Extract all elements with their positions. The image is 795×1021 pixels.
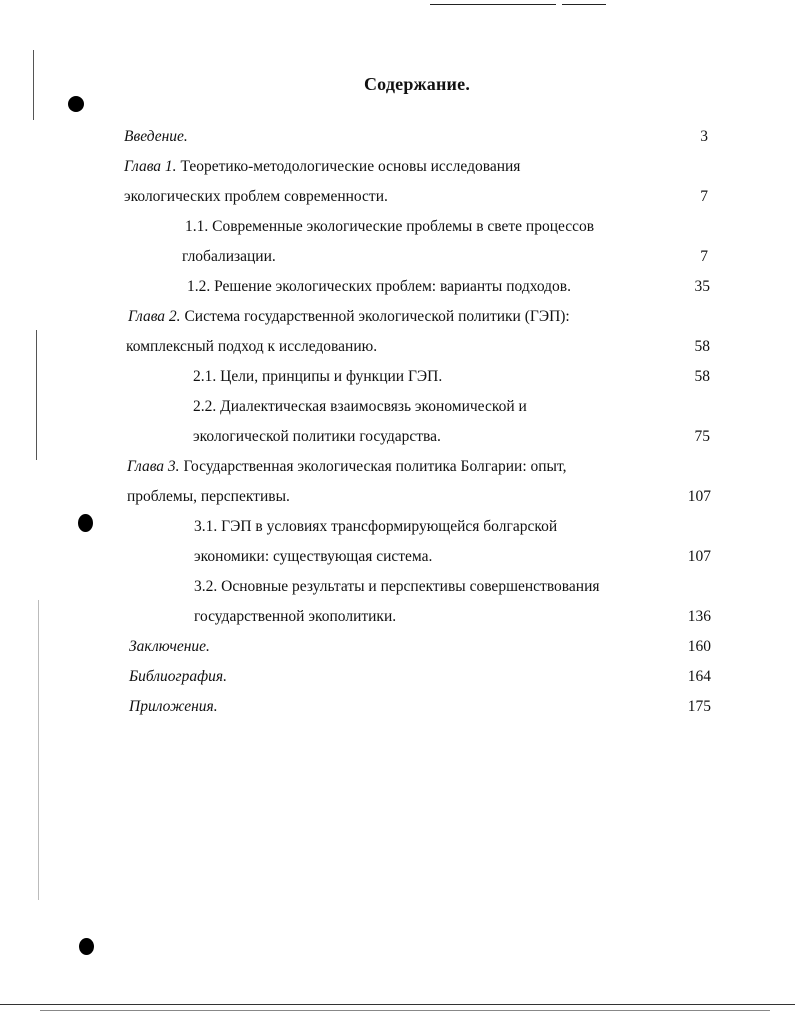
toc-page-number: 107 (687, 488, 711, 505)
toc-page-number: 7 (700, 248, 708, 265)
scan-line (562, 4, 606, 5)
toc-page-number: 35 (694, 278, 710, 295)
toc-entry-section-2-2: 2.2. Диалектическая взаимосвязь экономической и (193, 398, 527, 415)
toc-entry-section-1-1: 1.1. Современные экологические проблемы в свете процессов (185, 218, 595, 235)
toc-entry-bibliography: Библиография. (129, 668, 227, 685)
toc-entry-intro: Введение. (124, 128, 188, 145)
toc-page-number: 3 (700, 128, 708, 145)
toc-page-number: 58 (694, 368, 710, 385)
toc-entry-chapter-1 (124, 157, 520, 177)
toc-entry-section-3-1: 3.1. ГЭП в условиях трансформирующейся болгарской (194, 518, 558, 535)
punch-hole-mark (78, 514, 93, 532)
toc-entry-continuation: проблемы, перспективы. (127, 488, 290, 505)
chapter-label: Глава 3. (127, 458, 180, 475)
chapter-title: Система государственной экологической политики (ГЭП): (184, 308, 570, 325)
scan-line (40, 1010, 770, 1011)
toc-page-number: 136 (687, 608, 711, 625)
toc-entry-chapter-2 (128, 307, 570, 327)
scan-edge-mark (36, 330, 37, 460)
toc-page-number: 7 (700, 188, 708, 205)
chapter-title: Государственная экологическая политика Болгарии: опыт, (183, 458, 567, 475)
toc-entry-conclusion: Заключение. (129, 638, 210, 655)
punch-hole-mark (68, 96, 84, 112)
page-title: Содержание. (363, 74, 471, 94)
toc-page-number: 164 (687, 668, 711, 685)
chapter-label: Глава 2. (128, 308, 181, 325)
toc-entry-section-2-1: 2.1. Цели, принципы и функции ГЭП. (193, 368, 443, 385)
toc-entry-section-1-2: 1.2. Решение экологических проблем: варианты подходов. (187, 278, 572, 295)
toc-page-number: 58 (694, 338, 710, 355)
chapter-title: Теоретико-методологические основы исследования (180, 158, 521, 175)
punch-hole-mark (79, 938, 94, 955)
scan-line (430, 4, 556, 5)
toc-page-number: 175 (687, 698, 711, 715)
toc-page-number: 75 (694, 428, 710, 445)
chapter-label: Глава 1. (124, 158, 177, 175)
toc-page-number: 107 (687, 548, 711, 565)
toc-entry-continuation: экономики: существующая система. (194, 548, 433, 565)
scan-line (0, 1004, 795, 1005)
toc-entry-chapter-3 (127, 457, 566, 477)
toc-entry-section-3-2: 3.2. Основные результаты и перспективы совершенствования (194, 578, 600, 595)
scan-edge-mark (38, 600, 39, 900)
toc-page-number: 160 (687, 638, 711, 655)
toc-entry-continuation: глобализации. (182, 248, 276, 265)
toc-entry-continuation: экологической политики государства. (193, 428, 441, 445)
toc-entry-continuation: экологических проблем современности. (124, 188, 388, 205)
toc-entry-continuation: государственной экополитики. (194, 608, 397, 625)
toc-entry-continuation: комплексный подход к исследованию. (126, 338, 378, 355)
toc-entry-appendices: Приложения. (129, 698, 218, 715)
